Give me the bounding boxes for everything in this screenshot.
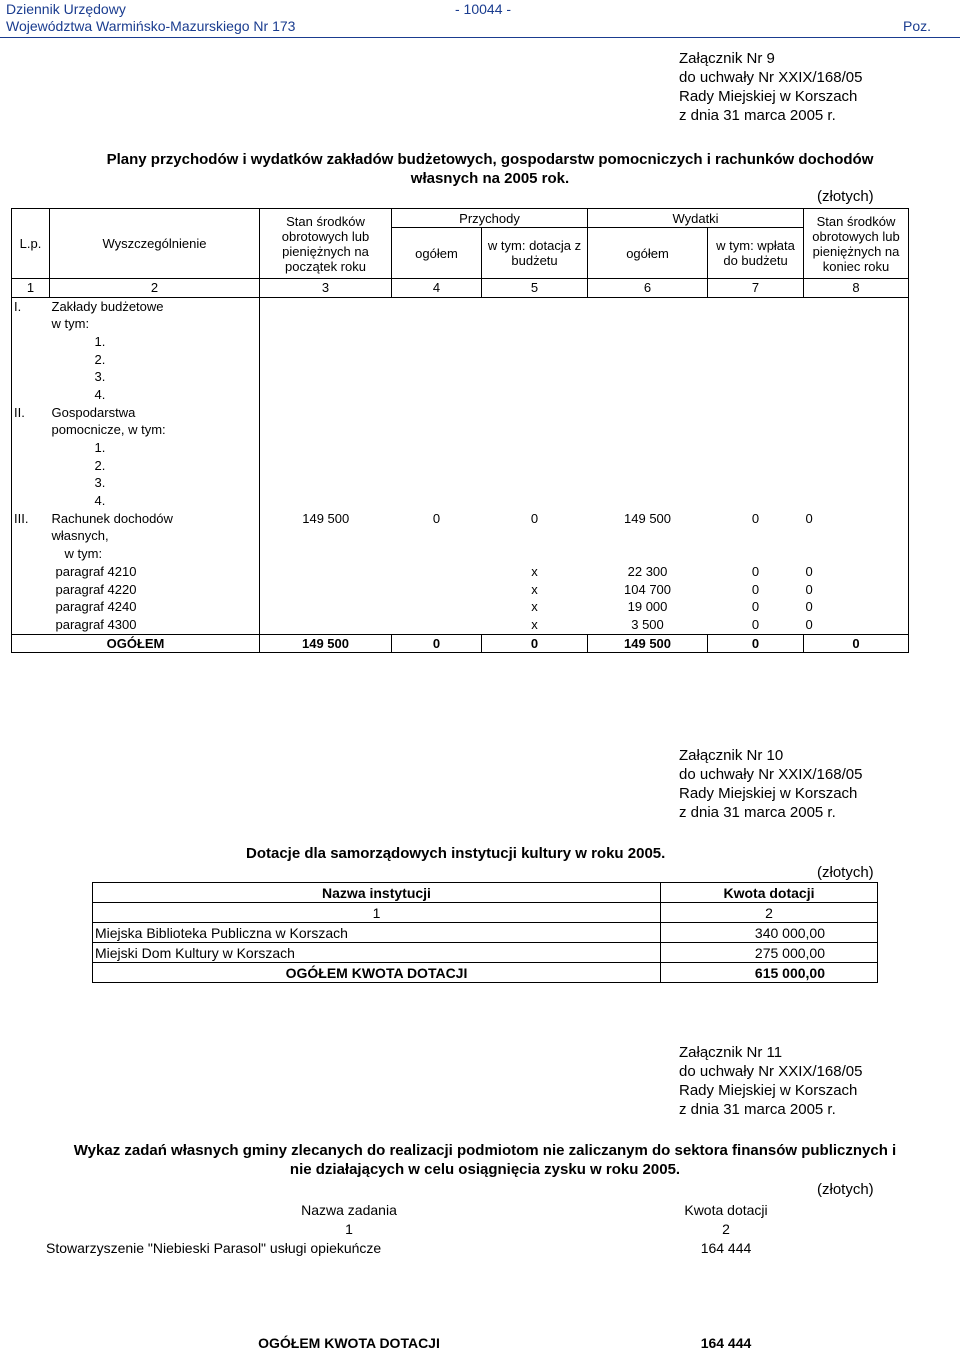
row-end bbox=[804, 528, 909, 546]
row-spec: Rachunek dochodów bbox=[50, 510, 260, 528]
row-start bbox=[260, 616, 392, 634]
row-start bbox=[260, 404, 392, 422]
row-expenses-of bbox=[708, 333, 804, 351]
row-lp bbox=[12, 492, 50, 510]
row-income bbox=[392, 315, 482, 333]
row-expenses-of bbox=[708, 297, 804, 315]
row-income-of bbox=[482, 457, 588, 475]
table-row bbox=[93, 943, 878, 963]
row-expenses bbox=[588, 492, 708, 510]
annex11-num1: 1 bbox=[345, 1220, 353, 1237]
row-income bbox=[392, 545, 482, 563]
row-lp: III. bbox=[12, 510, 50, 528]
annex11-col1: Nazwa zadania bbox=[301, 1201, 397, 1218]
row-start bbox=[260, 333, 392, 351]
row-income bbox=[392, 563, 482, 581]
annex11-line2: do uchwały Nr XXIX/168/05 bbox=[679, 1063, 863, 1080]
row-expenses bbox=[588, 297, 708, 315]
col-number: 1 bbox=[12, 279, 50, 298]
task-name bbox=[44, 1314, 654, 1333]
row-start bbox=[260, 439, 392, 457]
row-expenses-of bbox=[708, 457, 804, 475]
row-end bbox=[804, 368, 909, 386]
table-row bbox=[93, 923, 878, 943]
row-expenses: 149 500 bbox=[624, 510, 672, 526]
row-expenses-of: 0 bbox=[751, 599, 760, 615]
row-expenses bbox=[588, 528, 708, 546]
row-expenses bbox=[588, 404, 708, 422]
annex11-total-amount: 164 444 bbox=[700, 1334, 752, 1351]
row-income-of: 0 bbox=[530, 510, 539, 526]
row-start bbox=[260, 315, 392, 333]
annex10-line2: do uchwały Nr XXIX/168/05 bbox=[679, 766, 863, 783]
annex9-line1: Załącznik Nr 9 bbox=[679, 50, 775, 67]
annex10-total-row bbox=[93, 963, 878, 983]
row-end: 0 bbox=[804, 563, 909, 581]
annex11-line1: Załącznik Nr 11 bbox=[679, 1044, 783, 1061]
row-lp bbox=[12, 422, 50, 440]
col-number: 2 bbox=[50, 279, 260, 298]
row-spec: 4. bbox=[50, 386, 260, 404]
row-spec: własnych, bbox=[50, 528, 260, 546]
row-income bbox=[392, 386, 482, 404]
task-amount bbox=[654, 1276, 798, 1295]
row-income bbox=[392, 422, 482, 440]
row-expenses bbox=[588, 457, 708, 475]
row-start: 149 500 bbox=[302, 510, 350, 526]
institution-amount: 340 000,00 bbox=[661, 923, 878, 943]
row-lp bbox=[12, 333, 50, 351]
row-spec: Zakłady budżetowe bbox=[50, 297, 260, 315]
annex10-col1: Nazwa instytucji bbox=[93, 883, 661, 903]
row-start bbox=[260, 386, 392, 404]
row-end bbox=[804, 297, 909, 315]
table-row bbox=[12, 315, 909, 333]
table-row bbox=[12, 492, 909, 510]
row-expenses bbox=[588, 422, 708, 440]
annex10-line3: Rady Miejskiej w Korszach bbox=[679, 785, 858, 802]
total-income: 0 bbox=[392, 634, 482, 653]
col-number: 7 bbox=[708, 279, 804, 298]
row-income-of bbox=[482, 422, 588, 440]
row-end: 0 bbox=[804, 510, 909, 528]
row-spec: w tym: bbox=[50, 315, 260, 333]
head-income-total: ogółem bbox=[392, 228, 482, 279]
table-row bbox=[12, 368, 909, 386]
annex10-reference bbox=[679, 746, 862, 822]
row-expenses-of bbox=[708, 315, 804, 333]
row-end: 0 bbox=[804, 581, 909, 599]
row-income-of bbox=[482, 492, 588, 510]
row-spec: 2. bbox=[50, 351, 260, 369]
col-number: 3 bbox=[260, 279, 392, 298]
annex11-line4: z dnia 31 marca 2005 r. bbox=[679, 1101, 836, 1118]
head-expenses: Wydatki bbox=[588, 209, 804, 228]
annex9-title-line1: Plany przychodów i wydatków zakładów budżetowych, gospodarstw pomocniczych i rachunków dochodów bbox=[106, 151, 874, 168]
row-start bbox=[260, 422, 392, 440]
row-expenses: 22 300 bbox=[627, 563, 668, 579]
header-divider bbox=[0, 37, 960, 38]
task-name bbox=[44, 1276, 654, 1295]
annex10-total-label: OGÓŁEM KWOTA DOTACJI bbox=[93, 963, 661, 983]
row-income bbox=[392, 528, 482, 546]
annex11-table bbox=[44, 1200, 798, 1352]
row-end bbox=[804, 315, 909, 333]
table-row bbox=[12, 510, 909, 528]
row-spec: paragraf 4300 bbox=[50, 616, 260, 634]
table-row bbox=[44, 1257, 798, 1276]
row-income-of: x bbox=[482, 616, 588, 634]
row-income-of bbox=[482, 545, 588, 563]
annex9-line3: Rady Miejskiej w Korszach bbox=[679, 88, 858, 105]
row-spec: paragraf 4240 bbox=[50, 598, 260, 616]
row-expenses: 104 700 bbox=[624, 581, 672, 597]
annex11-col2: Kwota dotacji bbox=[684, 1201, 768, 1218]
head-end: Stan środków obrotowych lub pieniężnych na koniec roku bbox=[804, 209, 909, 279]
annex10-col2: Kwota dotacji bbox=[661, 883, 878, 903]
row-lp bbox=[12, 563, 50, 581]
row-expenses-of bbox=[708, 528, 804, 546]
annex9-line4: z dnia 31 marca 2005 r. bbox=[679, 107, 836, 124]
row-start bbox=[260, 297, 392, 315]
row-expenses bbox=[588, 351, 708, 369]
total-expenses: 149 500 bbox=[588, 634, 708, 653]
row-income-of bbox=[482, 368, 588, 386]
row-lp bbox=[12, 616, 50, 634]
row-lp bbox=[12, 528, 50, 546]
head-income-of: w tym: dotacja z budżetu bbox=[482, 228, 588, 279]
institution-amount: 275 000,00 bbox=[661, 943, 878, 963]
row-end: 0 bbox=[804, 598, 909, 616]
table-row bbox=[44, 1295, 798, 1314]
row-end bbox=[804, 457, 909, 475]
row-expenses-of: 0 bbox=[708, 616, 804, 634]
row-expenses-of bbox=[708, 422, 804, 440]
row-income-of bbox=[482, 315, 588, 333]
total-end: 0 bbox=[804, 634, 909, 653]
row-expenses bbox=[588, 475, 708, 493]
row-end bbox=[804, 439, 909, 457]
row-start bbox=[260, 598, 392, 616]
row-income-of bbox=[482, 351, 588, 369]
annex9-title-line2: własnych na 2005 rok. bbox=[410, 170, 570, 187]
row-lp bbox=[12, 351, 50, 369]
annex11-line3: Rady Miejskiej w Korszach bbox=[679, 1082, 858, 1099]
annex11-title-line2: nie działających w celu osiągnięcia zysku w roku 2005. bbox=[289, 1161, 681, 1178]
annex9-table bbox=[11, 208, 909, 653]
row-expenses-of: 0 bbox=[751, 510, 760, 526]
row-spec: w tym: bbox=[50, 545, 260, 563]
row-income-of bbox=[482, 386, 588, 404]
row-income bbox=[392, 333, 482, 351]
row-expenses-of: 0 bbox=[751, 563, 760, 579]
annex11-num2: 2 bbox=[722, 1220, 730, 1237]
row-income bbox=[392, 475, 482, 493]
annex9-unit: (złotych) bbox=[817, 188, 874, 205]
row-income-of: x bbox=[531, 563, 538, 579]
table-row bbox=[12, 386, 909, 404]
row-end bbox=[804, 492, 909, 510]
row-expenses bbox=[588, 368, 708, 386]
table-row bbox=[12, 528, 909, 546]
row-income-of bbox=[482, 439, 588, 457]
row-expenses-of bbox=[708, 404, 804, 422]
row-spec: 1. bbox=[50, 333, 260, 351]
row-lp bbox=[12, 457, 50, 475]
row-expenses-of bbox=[708, 386, 804, 404]
row-start bbox=[260, 475, 392, 493]
head-spec: Wyszczególnienie bbox=[50, 209, 260, 279]
row-lp bbox=[12, 315, 50, 333]
table-row bbox=[12, 457, 909, 475]
col-number: 8 bbox=[804, 279, 909, 298]
annex10-title: Dotacje dla samorządowych instytucji kultury w roku 2005. bbox=[246, 845, 666, 862]
row-start bbox=[260, 368, 392, 386]
task-amount bbox=[654, 1257, 798, 1276]
annex10-line1: Załącznik Nr 10 bbox=[679, 747, 784, 764]
row-spec: 3. bbox=[50, 368, 260, 386]
total-income-of: 0 bbox=[482, 634, 588, 653]
annex11-title bbox=[10, 1141, 960, 1179]
row-end bbox=[804, 351, 909, 369]
table-row bbox=[12, 422, 909, 440]
row-expenses bbox=[588, 315, 708, 333]
row-spec: 1. bbox=[50, 439, 260, 457]
row-income bbox=[392, 492, 482, 510]
table-row bbox=[12, 598, 909, 616]
annex9-total-row bbox=[12, 634, 909, 653]
row-expenses-of bbox=[708, 351, 804, 369]
row-income bbox=[392, 351, 482, 369]
annex11-total-label: OGÓŁEM KWOTA DOTACJI bbox=[258, 1334, 440, 1351]
row-expenses-of bbox=[708, 545, 804, 563]
task-name bbox=[44, 1257, 654, 1276]
row-lp bbox=[12, 475, 50, 493]
task-amount bbox=[654, 1314, 798, 1333]
row-expenses bbox=[588, 545, 708, 563]
total-expenses-of: 0 bbox=[708, 634, 804, 653]
annex9-reference bbox=[679, 49, 862, 125]
row-start bbox=[260, 581, 392, 599]
row-expenses-of bbox=[708, 439, 804, 457]
row-income bbox=[392, 404, 482, 422]
table-row bbox=[12, 563, 909, 581]
row-lp bbox=[12, 386, 50, 404]
annex10-table bbox=[92, 882, 878, 983]
table-row bbox=[44, 1238, 798, 1257]
row-end bbox=[804, 404, 909, 422]
institution-name: Miejska Biblioteka Publiczna w Korszach bbox=[93, 923, 661, 943]
col-number: 6 bbox=[588, 279, 708, 298]
row-end bbox=[804, 545, 909, 563]
head-income: Przychody bbox=[392, 209, 588, 228]
annex10-total-amount: 615 000,00 bbox=[661, 963, 878, 983]
row-income bbox=[392, 368, 482, 386]
row-lp bbox=[12, 598, 50, 616]
row-income bbox=[392, 439, 482, 457]
row-lp bbox=[12, 581, 50, 599]
table-row bbox=[12, 475, 909, 493]
row-spec: 4. bbox=[50, 492, 260, 510]
total-label: OGÓŁEM bbox=[12, 634, 260, 653]
task-amount bbox=[654, 1295, 798, 1314]
annex10-num2: 2 bbox=[661, 903, 878, 923]
row-start bbox=[260, 492, 392, 510]
row-expenses-of bbox=[708, 492, 804, 510]
col-number: 4 bbox=[392, 279, 482, 298]
row-income bbox=[392, 581, 482, 599]
annex11-reference bbox=[679, 1043, 862, 1119]
row-income bbox=[392, 297, 482, 315]
task-name bbox=[44, 1295, 654, 1314]
row-spec: paragraf 4210 bbox=[50, 563, 260, 581]
row-lp bbox=[12, 545, 50, 563]
table-row bbox=[44, 1314, 798, 1333]
col-number-row bbox=[12, 279, 909, 298]
row-income-of bbox=[482, 333, 588, 351]
head-lp: L.p. bbox=[12, 209, 50, 279]
head-expenses-total: ogółem bbox=[588, 228, 708, 279]
table-row bbox=[12, 404, 909, 422]
row-lp bbox=[12, 368, 50, 386]
annex11-unit: (złotych) bbox=[817, 1181, 874, 1198]
table-row bbox=[12, 333, 909, 351]
row-expenses bbox=[588, 439, 708, 457]
row-start bbox=[260, 457, 392, 475]
annex10-num1: 1 bbox=[93, 903, 661, 923]
annex10-line4: z dnia 31 marca 2005 r. bbox=[679, 804, 836, 821]
row-start bbox=[260, 528, 392, 546]
table-row bbox=[12, 581, 909, 599]
row-expenses: 3 500 bbox=[588, 616, 708, 634]
row-end bbox=[804, 475, 909, 493]
row-expenses-of bbox=[708, 368, 804, 386]
row-income-of: x bbox=[531, 599, 538, 615]
row-start bbox=[260, 563, 392, 581]
annex10-unit: (złotych) bbox=[817, 864, 874, 881]
position-label: Poz. bbox=[903, 18, 932, 34]
row-income bbox=[392, 457, 482, 475]
row-income-of bbox=[482, 475, 588, 493]
total-start: 149 500 bbox=[260, 634, 392, 653]
table-row bbox=[12, 616, 909, 634]
row-spec: pomocnicze, w tym: bbox=[50, 422, 260, 440]
row-income-of bbox=[482, 297, 588, 315]
row-income bbox=[392, 616, 482, 634]
head-start: Stan środków obrotowych lub pieniężnych na początek roku bbox=[260, 209, 392, 279]
row-income bbox=[392, 598, 482, 616]
journal-voivodeship: Województwa Warmińsko-Mazurskiego Nr 173 bbox=[6, 18, 296, 34]
row-income-of: x bbox=[531, 581, 538, 597]
row-end bbox=[804, 422, 909, 440]
row-end bbox=[804, 333, 909, 351]
row-spec: 2. bbox=[50, 457, 260, 475]
row-income: 0 bbox=[432, 510, 441, 526]
annex9-title bbox=[20, 150, 960, 188]
head-expenses-of: w tym: wpłata do budżetu bbox=[708, 228, 804, 279]
annex11-total-row bbox=[44, 1333, 798, 1352]
row-spec: 3. bbox=[50, 475, 260, 493]
row-end bbox=[804, 386, 909, 404]
institution-name: Miejski Dom Kultury w Korszach bbox=[93, 943, 661, 963]
row-end: 0 bbox=[804, 616, 909, 634]
row-start bbox=[260, 545, 392, 563]
row-spec: paragraf 4220 bbox=[50, 581, 260, 599]
row-expenses bbox=[588, 386, 708, 404]
row-expenses-of bbox=[708, 475, 804, 493]
row-expenses bbox=[588, 333, 708, 351]
annex11-title-line1: Wykaz zadań własnych gminy zlecanych do realizacji podmiotom nie zaliczanym do sektora finansów publicznych i bbox=[73, 1142, 897, 1159]
row-lp: I. bbox=[12, 297, 50, 315]
table-row bbox=[12, 297, 909, 315]
row-lp bbox=[12, 439, 50, 457]
task-name: Stowarzyszenie "Niebieski Parasol" usługi opiekuńcze bbox=[46, 1239, 382, 1256]
row-income-of bbox=[482, 528, 588, 546]
table-row bbox=[44, 1276, 798, 1295]
annex9-line2: do uchwały Nr XXIX/168/05 bbox=[679, 69, 863, 86]
row-expenses-of: 0 bbox=[751, 581, 760, 597]
task-amount: 164 444 bbox=[700, 1239, 752, 1256]
table-row bbox=[12, 545, 909, 563]
page-number: - 10044 - bbox=[455, 1, 512, 17]
table-row bbox=[12, 439, 909, 457]
row-lp: II. bbox=[12, 404, 50, 422]
col-number: 5 bbox=[482, 279, 588, 298]
row-expenses: 19 000 bbox=[627, 599, 668, 615]
row-spec: Gospodarstwa bbox=[50, 404, 260, 422]
row-income-of bbox=[482, 404, 588, 422]
table-row bbox=[12, 351, 909, 369]
journal-name: Dziennik Urzędowy bbox=[6, 1, 126, 17]
row-start bbox=[260, 351, 392, 369]
